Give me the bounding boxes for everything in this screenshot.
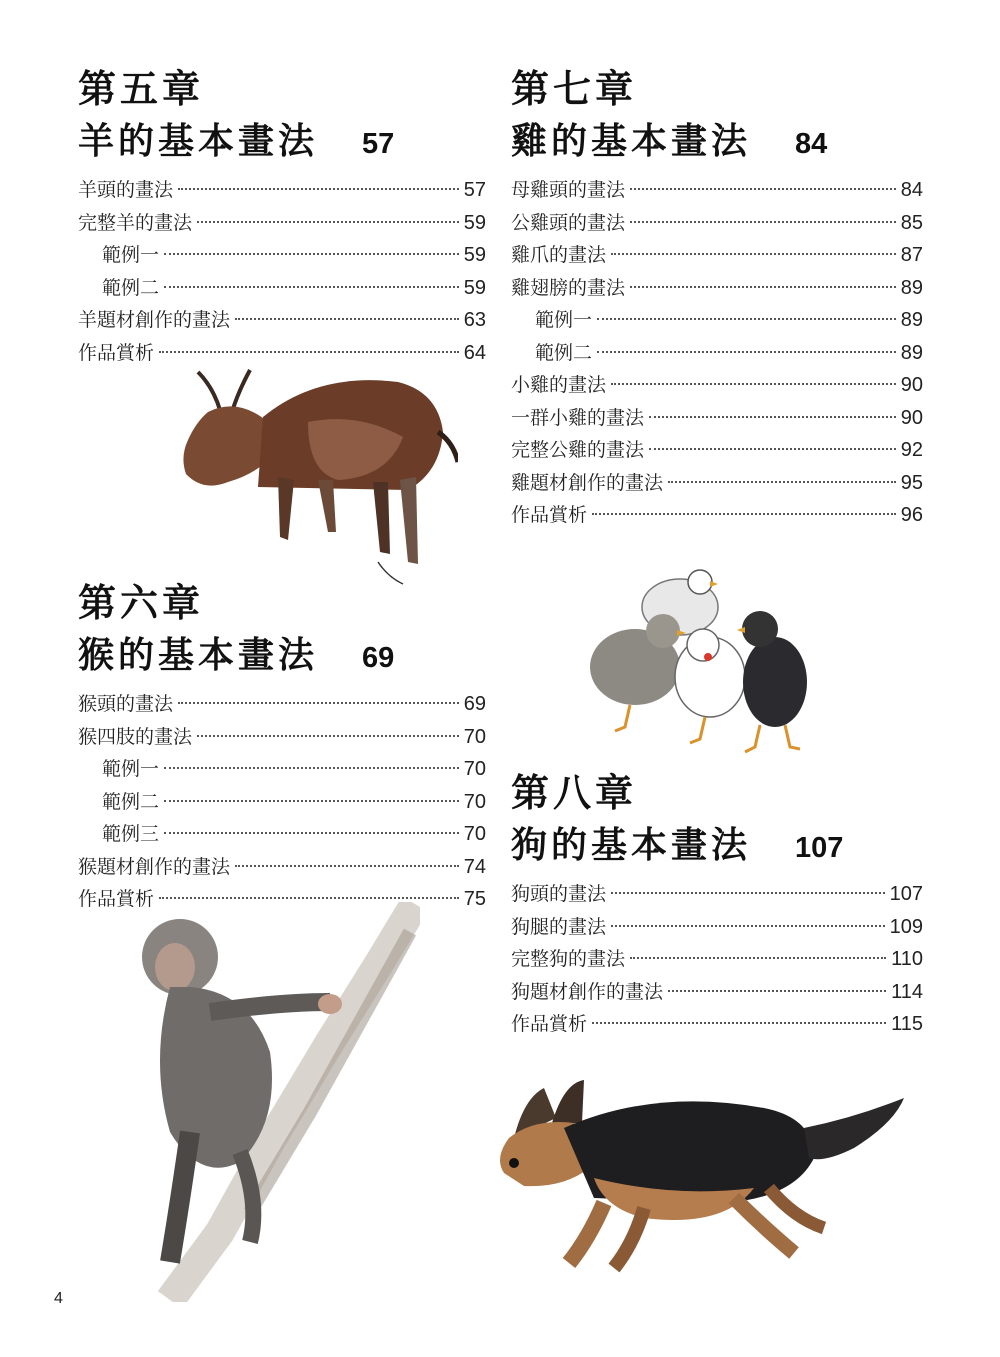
toc-entry-label: 猴四肢的畫法 xyxy=(78,725,193,748)
toc-entry[interactable] xyxy=(78,851,486,884)
chapter-6-section xyxy=(78,578,486,916)
toc-entry[interactable] xyxy=(511,207,923,240)
toc-entry-label: 狗腿的畫法 xyxy=(511,915,607,938)
toc-list xyxy=(78,688,486,916)
toc-entry-page: 70 xyxy=(463,725,486,748)
toc-entry[interactable] xyxy=(78,174,486,207)
dot-leader xyxy=(197,735,459,737)
toc-entry-page: 110 xyxy=(891,948,923,970)
monkey-painting xyxy=(130,902,420,1302)
toc-entry-label: 作品賞析 xyxy=(511,504,588,526)
dot-leader xyxy=(164,800,459,802)
toc-entry-label: 公雞頭的畫法 xyxy=(511,211,626,234)
toc-entry-page: 70 xyxy=(463,823,486,845)
dot-leader xyxy=(668,481,896,483)
chapter-heading xyxy=(78,628,486,682)
toc-entry-label: 範例二 xyxy=(102,276,160,299)
chapter-title: 雞的基本畫法 xyxy=(511,120,752,162)
toc-entry-label: 羊頭的畫法 xyxy=(78,179,174,201)
chapter-title: 狗的基本畫法 xyxy=(511,824,752,866)
toc-entry-page: 89 xyxy=(900,309,923,331)
toc-entry[interactable] xyxy=(511,239,923,272)
toc-entry-label: 狗題材創作的畫法 xyxy=(511,980,664,1003)
toc-entry-label: 完整羊的畫法 xyxy=(78,211,193,234)
toc-entry-label: 羊題材創作的畫法 xyxy=(78,309,231,331)
toc-entry-page: 107 xyxy=(889,883,923,905)
chapter-page-number: 69 xyxy=(362,642,395,674)
dot-leader xyxy=(611,253,896,255)
dot-leader xyxy=(592,513,896,515)
toc-subentry[interactable] xyxy=(511,337,923,370)
chapter-page-number: 107 xyxy=(795,832,844,864)
toc-entry-page: 95 xyxy=(900,471,923,494)
chapter-5-section xyxy=(78,64,486,369)
chapter-page-number: 84 xyxy=(795,128,828,160)
toc-entry-page: 69 xyxy=(463,693,486,715)
toc-entry-page: 115 xyxy=(891,1013,923,1035)
dot-leader xyxy=(611,383,896,385)
toc-entry-page: 70 xyxy=(463,758,486,780)
chapter-title: 猴的基本畫法 xyxy=(78,634,319,676)
chapter-label: 第八章 xyxy=(511,770,638,815)
toc-entry-page: 75 xyxy=(463,888,486,910)
toc-entry-page: 85 xyxy=(900,211,923,234)
dot-leader xyxy=(178,188,459,190)
dot-leader xyxy=(630,188,896,190)
toc-entry-page: 114 xyxy=(891,980,923,1003)
toc-entry-label: 完整狗的畫法 xyxy=(511,948,626,970)
chapter-label: 第七章 xyxy=(511,66,638,111)
toc-entry-page: 90 xyxy=(900,406,923,429)
toc-entry-label: 範例一 xyxy=(535,309,593,331)
toc-entry-page: 59 xyxy=(463,244,486,266)
dot-leader xyxy=(164,286,459,288)
dot-leader xyxy=(611,925,885,927)
toc-list xyxy=(78,174,486,369)
page-number: 4 xyxy=(54,1290,63,1307)
toc-entry-label: 小雞的畫法 xyxy=(511,374,607,396)
toc-entry-page: 89 xyxy=(900,276,923,299)
toc-entry-label: 作品賞析 xyxy=(78,888,155,910)
toc-entry[interactable] xyxy=(511,272,923,305)
toc-entry-page: 90 xyxy=(900,374,923,396)
chapter-8-section xyxy=(511,768,923,1041)
toc-entry[interactable] xyxy=(511,1008,923,1041)
toc-entry[interactable] xyxy=(511,499,923,532)
dot-leader xyxy=(235,865,459,867)
toc-entry[interactable] xyxy=(511,174,923,207)
toc-entry-label: 完整公雞的畫法 xyxy=(511,439,645,461)
toc-subentry[interactable] xyxy=(78,818,486,851)
toc-entry-page: 87 xyxy=(900,244,923,266)
toc-entry[interactable] xyxy=(511,878,923,911)
toc-entry[interactable] xyxy=(78,721,486,754)
chapter-7-section xyxy=(511,64,923,532)
dot-leader xyxy=(164,767,459,769)
toc-entry-page: 59 xyxy=(463,276,486,299)
toc-list xyxy=(511,878,923,1041)
toc-subentry[interactable] xyxy=(78,753,486,786)
chapter-label: 第六章 xyxy=(78,580,205,625)
toc-entry[interactable] xyxy=(78,207,486,240)
dot-leader xyxy=(164,832,459,834)
toc-entry-label: 範例二 xyxy=(535,341,593,364)
dot-leader xyxy=(597,351,896,353)
toc-entry-page: 57 xyxy=(463,179,486,201)
toc-entry-page: 63 xyxy=(463,309,486,331)
toc-entry-label: 範例三 xyxy=(102,823,160,845)
dot-leader xyxy=(611,892,885,894)
dot-leader xyxy=(630,286,896,288)
chapter-page-number: 57 xyxy=(362,128,395,160)
toc-entry[interactable] xyxy=(511,467,923,500)
toc-entry-label: 範例二 xyxy=(102,790,160,813)
toc-entry-label: 作品賞析 xyxy=(511,1013,588,1035)
chapter-heading xyxy=(511,818,923,872)
dot-leader xyxy=(597,318,896,320)
toc-list xyxy=(511,174,923,532)
toc-entry-page: 70 xyxy=(463,790,486,813)
toc-entry-page: 109 xyxy=(889,915,923,938)
toc-entry-label: 雞爪的畫法 xyxy=(511,244,607,266)
toc-entry-page: 84 xyxy=(900,179,923,201)
toc-entry-page: 92 xyxy=(900,439,923,461)
dot-leader xyxy=(649,416,896,418)
dot-leader xyxy=(630,221,896,223)
toc-entry-page: 89 xyxy=(900,341,923,364)
toc-subentry[interactable] xyxy=(511,304,923,337)
dot-leader xyxy=(178,702,459,704)
toc-entry[interactable] xyxy=(78,688,486,721)
chicks-painting xyxy=(585,567,820,759)
dot-leader xyxy=(649,448,896,450)
dot-leader xyxy=(164,253,459,255)
toc-entry-label: 狗頭的畫法 xyxy=(511,883,607,905)
dot-leader xyxy=(235,318,459,320)
toc-subentry[interactable] xyxy=(78,272,486,305)
dot-leader xyxy=(592,1022,886,1024)
dot-leader xyxy=(668,990,886,992)
toc-entry-label: 作品賞析 xyxy=(78,341,155,364)
toc-entry-page: 64 xyxy=(463,341,486,364)
dot-leader xyxy=(197,221,459,223)
toc-entry[interactable] xyxy=(511,434,923,467)
chapter-title: 羊的基本畫法 xyxy=(78,120,319,162)
dot-leader xyxy=(630,957,886,959)
toc-entry-label: 一群小雞的畫法 xyxy=(511,406,645,429)
toc-entry-label: 範例一 xyxy=(102,244,160,266)
toc-entry[interactable] xyxy=(511,911,923,944)
toc-entry-label: 猴題材創作的畫法 xyxy=(78,855,231,878)
toc-entry-label: 母雞頭的畫法 xyxy=(511,179,626,201)
toc-entry-label: 雞翅膀的畫法 xyxy=(511,276,626,299)
toc-entry-label: 範例一 xyxy=(102,758,160,780)
toc-entry[interactable] xyxy=(78,304,486,337)
dot-leader xyxy=(159,897,459,899)
toc-entry-page: 59 xyxy=(463,211,486,234)
chapter-label: 第五章 xyxy=(78,66,205,111)
toc-entry-page: 96 xyxy=(900,504,923,526)
goat-painting xyxy=(168,362,458,587)
toc-entry-label: 雞題材創作的畫法 xyxy=(511,471,664,494)
chapter-heading xyxy=(78,114,486,168)
toc-entry-label: 猴頭的畫法 xyxy=(78,693,174,715)
dot-leader xyxy=(159,351,459,353)
dog-painting xyxy=(494,1078,912,1273)
toc-entry[interactable] xyxy=(511,402,923,435)
toc-entry-page: 74 xyxy=(463,855,486,878)
toc-subentry[interactable] xyxy=(78,239,486,272)
toc-entry[interactable] xyxy=(511,369,923,402)
toc-subentry[interactable] xyxy=(78,786,486,819)
toc-entry[interactable] xyxy=(511,943,923,976)
chapter-heading xyxy=(511,114,923,168)
toc-entry[interactable] xyxy=(511,976,923,1009)
